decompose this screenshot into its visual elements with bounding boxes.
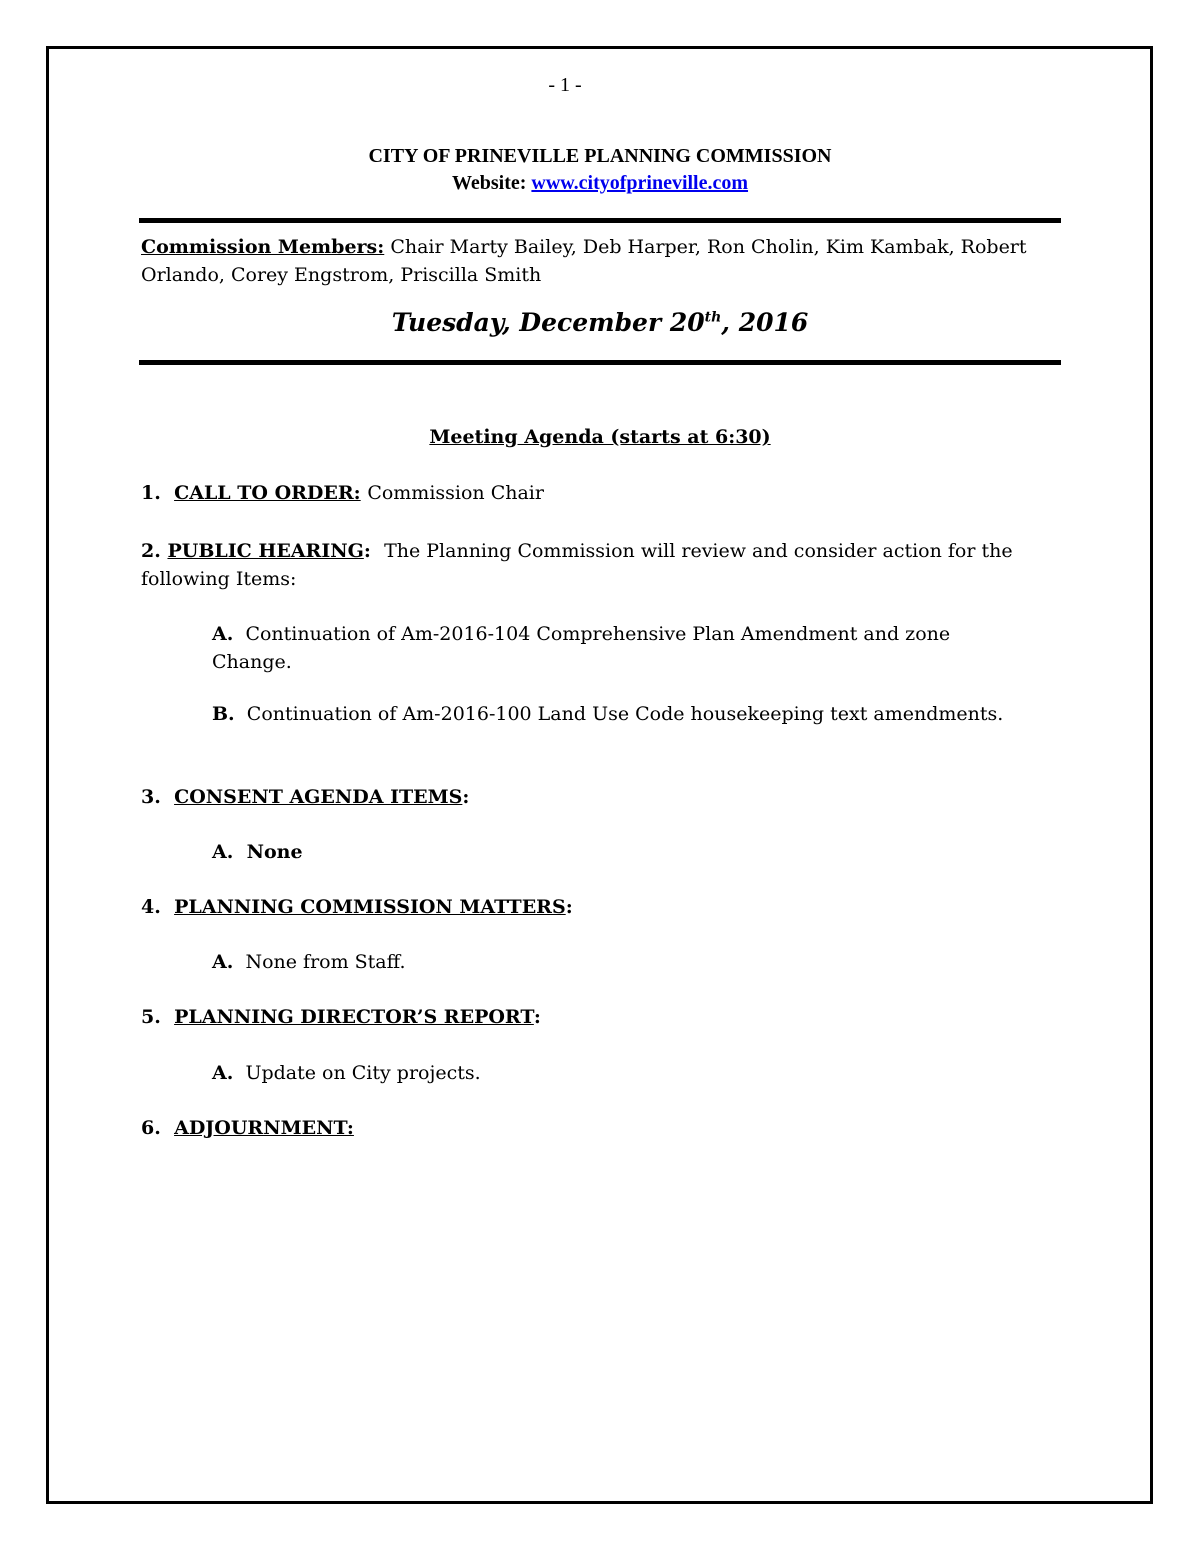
members-names: Chair Marty Bailey, Deb Harper, Ron Cholin, Kim Kambak, Robert Orlando, Corey Engstrom, Priscilla Smith	[141, 236, 1027, 286]
item-number: 1.	[141, 482, 161, 504]
meeting-date	[0, 308, 1200, 337]
item-heading: CONSENT AGENDA ITEMS	[174, 786, 463, 808]
item-heading: CALL TO ORDER:	[174, 482, 361, 504]
agenda-item-6	[141, 1117, 354, 1139]
agenda-subitem-5a	[212, 1062, 481, 1084]
item-colon: :	[533, 1006, 541, 1028]
subitem-letter: A.	[212, 951, 234, 973]
website-link[interactable]: www.cityofprineville.com	[531, 172, 749, 194]
item-colon: :	[363, 540, 371, 562]
commission-members	[141, 233, 1041, 289]
item-heading: PLANNING DIRECTOR’S REPORT	[174, 1006, 534, 1028]
agenda-subitem-2b	[212, 703, 1003, 725]
item-description: Commission Chair	[367, 482, 544, 504]
item-number: 2.	[141, 540, 161, 562]
agenda-item-1	[141, 482, 544, 504]
agenda-item-4	[141, 896, 573, 918]
subitem-letter: A.	[212, 1062, 234, 1084]
item-colon: :	[462, 786, 470, 808]
website-label: Website:	[451, 172, 527, 194]
website-line	[0, 172, 1200, 195]
members-label: Commission Members:	[141, 236, 385, 258]
subitem-text: Continuation of Am-2016-100 Land Use Code housekeeping text amendments.	[246, 703, 1004, 725]
subitem-text: None	[246, 841, 303, 863]
agenda-subitem-4a	[212, 951, 406, 973]
agenda-item-2	[141, 537, 1031, 593]
item-number: 4.	[141, 896, 161, 918]
agenda-subitem-3a	[212, 841, 303, 863]
subitem-text: Continuation of Am-2016-104 Comprehensive Plan Amendment and zone Change.	[212, 623, 951, 673]
subitem-text: Update on City projects.	[245, 1062, 481, 1084]
date-year: , 2016	[721, 308, 809, 337]
agenda-subitem-2a	[212, 620, 1012, 676]
item-number: 3.	[141, 786, 161, 808]
subitem-letter: A.	[212, 841, 234, 863]
item-heading: PUBLIC HEARING	[167, 540, 364, 562]
subitem-letter: A.	[212, 623, 234, 645]
date-suffix: th	[704, 309, 722, 326]
item-number: 5.	[141, 1006, 161, 1028]
date-prefix: Tuesday, December 20	[391, 308, 705, 337]
agenda-item-3	[141, 786, 469, 808]
page-number: - 1 -	[548, 74, 582, 96]
item-colon: :	[565, 896, 573, 918]
top-rule	[139, 218, 1061, 223]
bottom-rule	[139, 360, 1061, 365]
agenda-item-5	[141, 1006, 541, 1028]
agenda-title: Meeting Agenda (starts at 6:30)	[429, 426, 771, 448]
org-title: CITY OF PRINEVILLE PLANNING COMMISSION	[368, 145, 832, 167]
item-description: The Planning Commission will review and consider action for the following Items:	[141, 540, 1013, 590]
subitem-letter: B.	[212, 703, 235, 725]
item-heading: PLANNING COMMISSION MATTERS	[174, 896, 566, 918]
item-heading: ADJOURNMENT:	[174, 1117, 354, 1139]
item-number: 6.	[141, 1117, 161, 1139]
subitem-text: None from Staff.	[245, 951, 406, 973]
